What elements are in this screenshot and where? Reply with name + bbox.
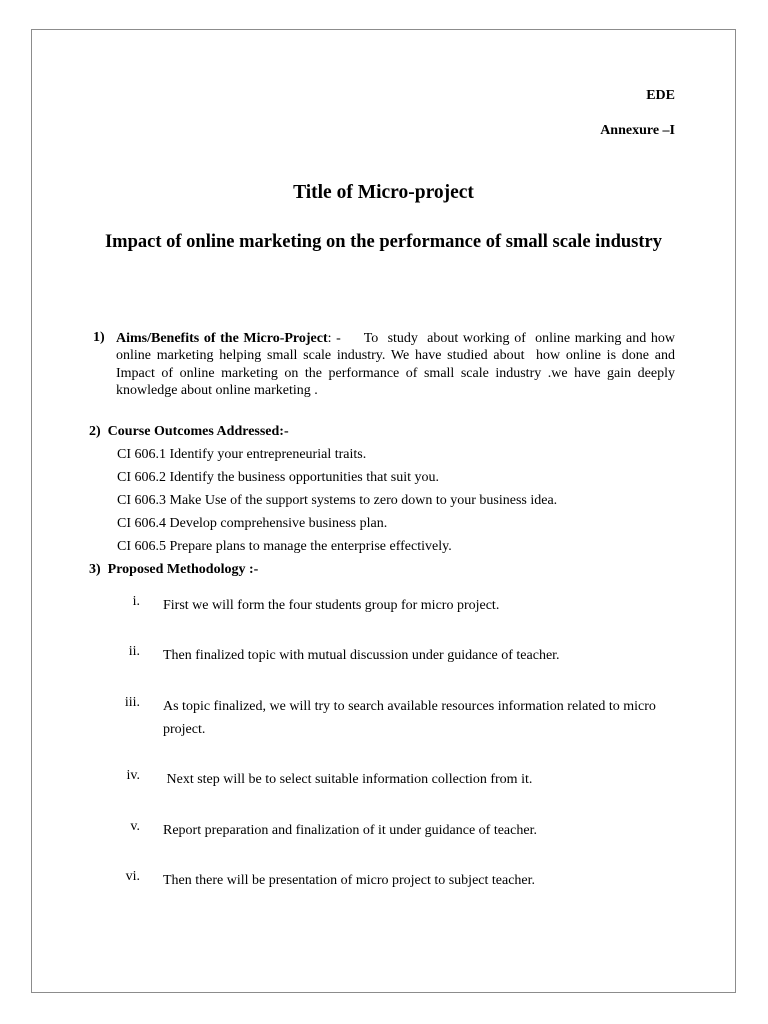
header-code: EDE (646, 88, 675, 103)
methodology-item-number: ii. (128, 644, 140, 659)
document-page (31, 29, 736, 993)
section-3-header (89, 562, 258, 578)
methodology-item-text: Next step will be to select suitable information collection from it. (163, 772, 533, 787)
course-outcome-item: CI 606.3 Make Use of the support systems to zero down to your business idea. (117, 493, 558, 508)
course-outcome-item: CI 606.5 Prepare plans to manage the enterprise effectively. (117, 539, 452, 554)
methodology-item-number: i. (132, 594, 140, 609)
page-title: Title of Micro-project (293, 182, 474, 203)
section-1-heading: Aims/Benefits of the Micro-Project (116, 331, 328, 346)
methodology-item-number: iv. (126, 768, 140, 783)
section-2-header (89, 424, 289, 440)
course-outcome-item: CI 606.1 Identify your entrepreneurial traits. (117, 447, 367, 462)
course-outcome-item: CI 606.4 Develop comprehensive business plan. (117, 516, 388, 531)
section-2-heading: Course Outcomes Addressed:- (107, 424, 289, 439)
methodology-item-number: vi. (125, 869, 140, 884)
project-subtitle: Impact of online marketing on the performance of small scale industry (104, 232, 662, 252)
methodology-item-number: iii. (124, 695, 140, 710)
methodology-item-number: v. (130, 819, 140, 834)
section-2-number: 2) (89, 424, 101, 439)
section-3-number: 3) (89, 562, 101, 577)
section-1-paragraph (116, 330, 679, 399)
methodology-item-text: As topic finalized, we will try to search available resources information related to micro project. (163, 699, 656, 737)
header-annexure: Annexure –I (600, 123, 675, 138)
methodology-item-text: First we will form the four students group for micro project. (163, 598, 500, 613)
course-outcome-item: CI 606.2 Identify the business opportunities that suit you. (117, 470, 439, 485)
methodology-item-text: Then there will be presentation of micro project to subject teacher. (163, 873, 536, 888)
section-1-body: : - To study about working of online marking and how online marketing helping small scale industry. We have studied about how online is done and Impact of online marketing on the performance of small scale industry .we have gain deeply knowledge about online marketing . (116, 331, 679, 398)
methodology-item-text: Report preparation and finalization of it under guidance of teacher. (163, 823, 537, 838)
methodology-item-text: Then finalized topic with mutual discussion under guidance of teacher. (163, 648, 560, 663)
section-3-heading: Proposed Methodology :- (107, 562, 259, 577)
section-1-number: 1) (93, 330, 105, 345)
